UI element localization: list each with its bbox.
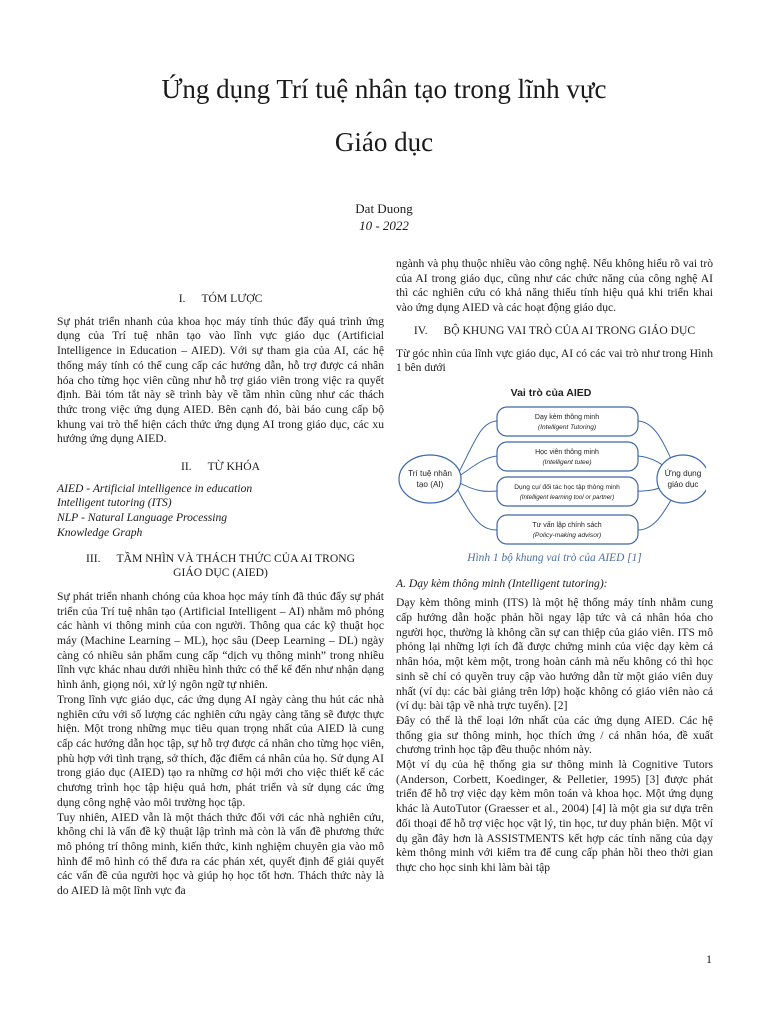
author: Dat Duong xyxy=(355,201,413,216)
paragraph: Dạy kèm thông minh (ITS) là một hệ thống máy tính nhằm cung cấp hướng dẫn hoặc phản hồi ngay lập tức và cá nhân hóa cho người học, thường là không cần sự can thiệp của giáo viên. ITS mô phỏng lại những lợi ích đã được chứng minh của việc dạy kèm cá nhân hóa, một kèm một, trong hoàn cảnh mà nếu không có thì học sinh sẽ chỉ có quyền truy cập vào hướng dẫn từ một giáo viên duy nhất (ví dụ: các bài giảng trên lớp) hoặc không có giáo viên nào cả (ví dụ: bài tập về nhà trực tuyến). [2] xyxy=(396,596,713,713)
diagram-connectors xyxy=(456,421,679,530)
role-label: Học viên thông minh xyxy=(535,448,599,456)
keyword-item: Knowledge Graph xyxy=(57,525,143,539)
paragraph: Trong lĩnh vực giáo dục, các ứng dụng AI ngày càng thu hút các nhà nghiên cứu với số lượng các nghiên cứu ngày càng tăng sẽ được thực hiện. Một trong những mục tiêu quan trọng nhất của AIED là cung cấp các hướng dẫn học tập, sự hỗ trợ được cá nhân cho từng học viên, phù hợp với tình trạng, sở thích, đặc điểm cá nhân của họ. Sử dụng AI trong giáo dục (AIED) tạo ra những cơ hội mới cho việc thiết kế các chương trình học tập hiệu quả hơn, phát triển và sử dụng các ứng dụng công nghệ vào môi trường học tập. xyxy=(57,692,384,809)
section-heading-vision xyxy=(57,552,384,567)
left-column xyxy=(57,292,384,899)
date: 10 - 2022 xyxy=(359,218,409,233)
role-box xyxy=(497,515,638,544)
education-node xyxy=(657,455,706,503)
ai-node-label: tạo (AI) xyxy=(416,479,444,489)
education-node-label: Ứng dụng xyxy=(664,468,702,478)
ai-node xyxy=(399,455,461,503)
role-framework-diagram xyxy=(396,384,706,546)
page-number: 1 xyxy=(706,952,712,966)
ai-node-label: Trí tuệ nhân xyxy=(408,468,452,478)
role-box xyxy=(497,407,638,436)
paragraph: Từ góc nhìn của lĩnh vực giáo dục, AI có các vai trò như trong Hình 1 bên dưới xyxy=(396,346,713,375)
section-number: II. xyxy=(180,460,192,474)
section-title: TỪ KHÓA xyxy=(207,460,261,474)
section-heading-keywords xyxy=(57,460,384,475)
role-sublabel: (Intelligent Tutoring) xyxy=(537,423,597,431)
role-sublabel: (Intelligent learning tool or partner) xyxy=(519,493,615,501)
keyword-item: NLP - Natural Language Processing xyxy=(57,511,228,525)
subsection-heading: A. Dạy kèm thông minh (Intelligent tutoring): xyxy=(396,576,608,590)
paper-title-line1: Ứng dụng Trí tuệ nhân tạo trong lĩnh vực xyxy=(161,74,607,104)
education-node-label: giáo dục xyxy=(667,479,699,489)
role-label: Dạy kèm thông minh xyxy=(534,413,600,421)
right-column xyxy=(396,257,713,876)
figure-caption: Hình 1 bộ khung vai trò của AIED [1] xyxy=(467,551,642,564)
paragraph: Một ví dụ của hệ thống gia sư thông minh là Cognitive Tutors (Anderson, Corbett, Koedinger, & Pelletier, 1995) [3] được phát triển để hỗ trợ việc dạy kèm môn toán và khoa học. Một ứng dụng khác là AutoTutor (Graesser et al., 2004) [4] là một gia sư dựa trên đối thoại để hỗ trợ việc học vật lý, tin học, tư duy phản biện. Một ví dụ gần đây hơn là ASSISTMENTS kết hợp các tính năng của dạy kèm thông minh với kiểm tra để cung cấp phản hồi theo thời gian thực cho học sinh khi làm bài tập xyxy=(396,758,713,874)
section-heading-vision-line2: GIÁO DỤC (AIED) xyxy=(173,566,268,580)
keyword-item: Intelligent tutoring (ITS) xyxy=(57,496,172,510)
paragraph: Sự phát triển nhanh chóng của khoa học máy tính đã thúc đẩy sự phát triển của Trí tuệ nhân tạo (Artificial Intelligent – AI) nhằm mô phỏng các hành vi thông minh của con người. Thông qua các kỹ thuật học máy (Machine Learning – ML), học sâu (Deep Learning – DL) ngày càng có nhiều sản phẩm cung cấp “dịch vụ thông minh” trong nhiều lĩnh vực khác nhau dưới nhiều hình thức có thể kể đến như nhận dạng hình ảnh, giọng nói, xử lý ngôn ngữ tự nhiên. xyxy=(57,589,384,692)
keyword-item: AIED - Artificial intelligence in education xyxy=(57,481,253,495)
section-heading-abstract xyxy=(57,292,384,307)
paragraph: Đây có thể là thể loại lớn nhất của các ứng dụng AIED. Các hệ thống gia sư thông minh, học thích ứng / cá nhân hóa, đề xuất chương trình học tập đều thuộc nhóm này. xyxy=(396,713,713,757)
role-label: Tư vấn lập chính sách xyxy=(532,521,602,529)
section-number: IV. xyxy=(413,323,428,337)
abstract-paragraph: Sự phát triển nhanh của khoa học máy tính thúc đẩy quá trình ứng dụng của Trí tuệ nhân tạo vào lĩnh vực giáo dục (Artificial Intelligence in Education – AIED). Với sự tham gia của AI, các hệ thống máy tính có thể cung cấp các hướng dẫn, hỗ trợ được cá nhân hóa cho từng học viên cũng như hỗ trợ giáo viên trong việc ra quyết định. Bài tóm tắt này sẽ trình bày về tầm nhìn cũng như các thách thức trong việc ứng dụng AIED. Bên cạnh đó, bài báo cung cấp bộ khung vai trò thể hiện cách thức ứng dụng AI trong giáo dục, các xu hướng ứng dụng AIED. xyxy=(57,314,384,446)
role-box xyxy=(497,477,638,506)
paper-title-line2: Giáo dục xyxy=(334,127,434,157)
paragraph: Tuy nhiên, AIED vẫn là một thách thức đối với các nhà nghiên cứu, không chỉ là vấn đề kỹ thuật lập trình mà còn là vấn đề phương thức mô phỏng trí thông minh, kiến thức, kinh nghiệm chuyên gia vào mô hình để mô hình có thể đưa ra các phán xét, quyết định để giải quyết các vấn đề của người học và giúp họ học tốt hơn. Thách thức này là do AIED là một lĩnh vực đa xyxy=(57,810,384,898)
paragraph: ngành và phụ thuộc nhiều vào công nghệ. Nếu không hiểu rõ vai trò của AI trong giáo dục, cũng như các chức năng của công nghệ AI thì các nghiên cứu có khả năng thiếu tính hiệu quả khi triển khai vào ứng dụng AIED và các hoạt động giáo dục. xyxy=(396,257,713,315)
role-box xyxy=(497,442,638,471)
section-title: TẦM NHÌN VÀ THÁCH THỨC CỦA AI TRONG xyxy=(116,551,355,565)
role-sublabel: (Intelligent tutee) xyxy=(542,458,592,466)
section-title: TÓM LƯỢC xyxy=(201,292,263,305)
role-label: Dụng cụ/ đối tác học tập thông minh xyxy=(514,483,620,491)
keyword-list xyxy=(57,482,384,541)
diagram-title: Vai trò của AIED xyxy=(510,386,592,399)
section-title: BỘ KHUNG VAI TRÒ CỦA AI TRONG GIÁO DỤC xyxy=(443,323,696,337)
section-number: III. xyxy=(86,551,101,565)
section-heading-framework xyxy=(396,324,713,339)
section-number: I. xyxy=(178,292,186,305)
role-sublabel: (Policy-making advisor) xyxy=(532,531,602,539)
